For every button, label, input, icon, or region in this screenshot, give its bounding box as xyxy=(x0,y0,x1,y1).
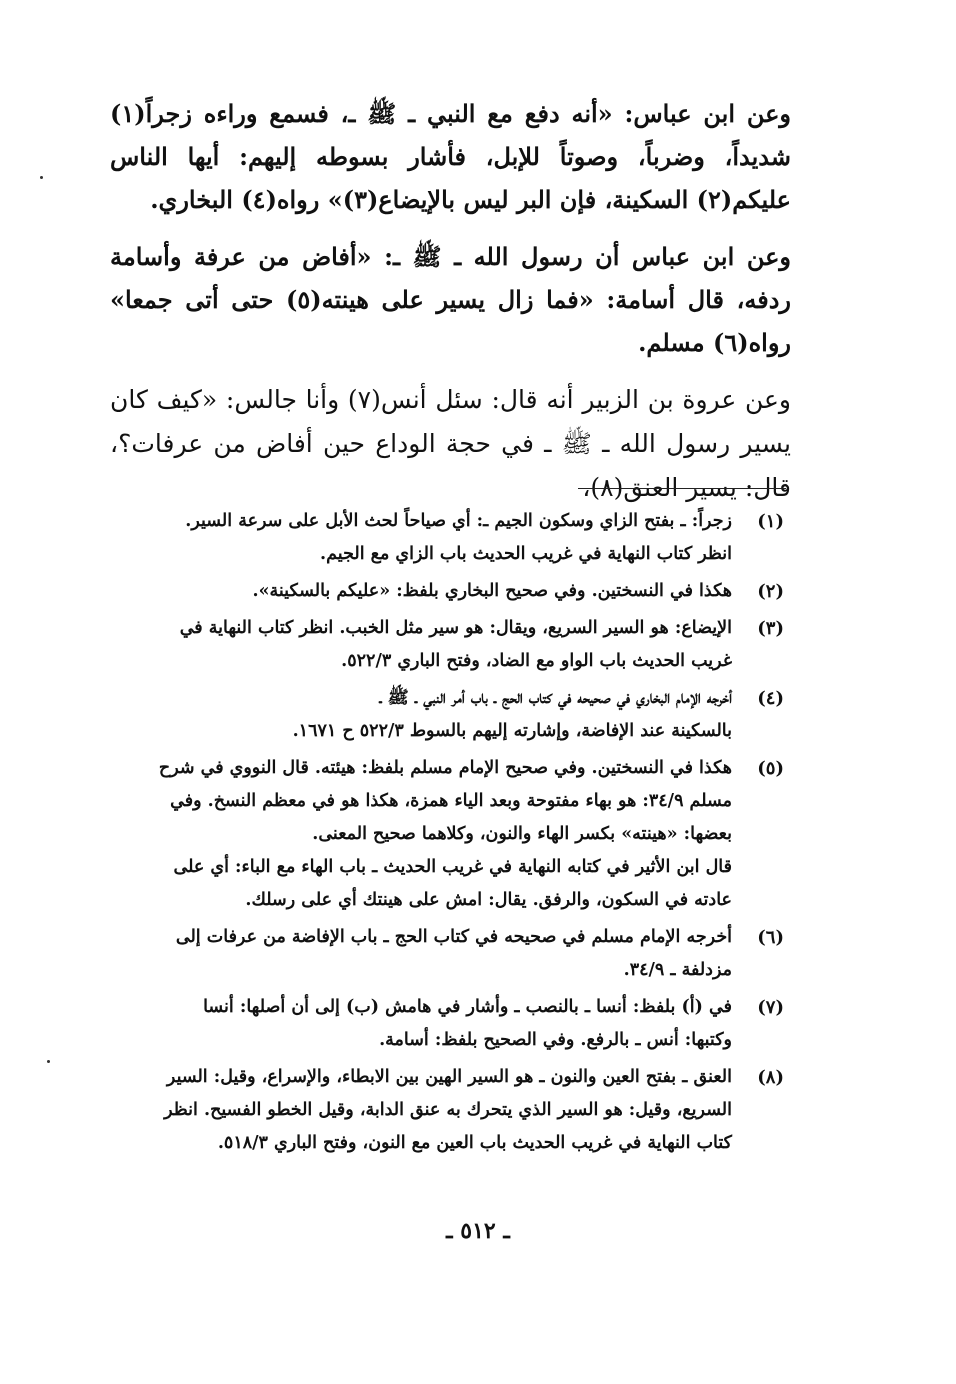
paragraph-1: وعن ابن عباس: «أنه دفع مع النبي ـ ﷺ ـ، فسمع وراءه زجراً(١) شديداً، وضرباً، وصوتاً للإبل، فأشار بسوطه إليهم: أيها الناس عليكم(٢) السكينة، فإن البر ليس بالإيضاع(٣)» رواه(٤) البخاري. xyxy=(110,99,791,214)
footnote-line: بالسكينة عند الإفاضة، وإشارته إليهم بالسوط ٥٢٢/٣ ح ١٦٧١. xyxy=(292,721,732,741)
footnote-text xyxy=(110,505,732,571)
footnotes xyxy=(110,505,786,1164)
footnote-4 xyxy=(110,682,786,748)
footnote-2 xyxy=(110,575,786,608)
footnote-line: العنق ـ بفتح العين والنون ـ هو السير الهين بين الابطاء، والإسراع، وقيل: السير xyxy=(166,1067,732,1087)
footnote-separator xyxy=(578,488,786,489)
footnote-number: (٣) xyxy=(757,618,784,639)
paragraph-2: وعن ابن عباس أن رسول الله ـ ﷺ ـ: «أفاض من عرفة وأسامة ردفه، قال أسامة: «فما زال يسير على هينته(٥) حتى أتى جمعا» رواه(٦) مسلم. xyxy=(110,242,791,357)
footnote-7 xyxy=(110,991,786,1057)
footnote-text xyxy=(110,752,732,917)
footnote-5 xyxy=(110,752,786,917)
footnote-line: أخرجه الإمام مسلم في صحيحه في كتاب الحج ـ باب الإفاضة من عرفات إلى xyxy=(175,927,732,947)
footnote-6 xyxy=(110,921,786,987)
footnote-line: مزدلفة ـ ٣٤/٩. xyxy=(623,960,732,980)
footnote-line: هكذا في النسختين. وفي صحيح البخاري بلفظ: «عليكم بالسكينة». xyxy=(252,581,732,601)
footnote-text xyxy=(110,991,732,1057)
page-number: ـ ٥١٢ ـ xyxy=(446,1218,510,1244)
footnote-text xyxy=(110,921,732,987)
footnote-line: هكذا في النسختين. وفي صحيح الإمام مسلم بلفظ: هيئته. قال النووي في شرح xyxy=(158,758,732,778)
footnote-line: بعضها: «هينته» بكسر الهاء والنون، وكلاهما صحيح المعنى. xyxy=(312,824,732,844)
footnote-line: وكتبها: أنس ـ بالرفع. وفي الصحيح بلفظ: أسامة. xyxy=(379,1030,732,1050)
footnote-number: (١) xyxy=(757,511,784,532)
footnote-text xyxy=(110,1061,732,1160)
footnote-line: السريع، وقيل: هو السير الذي يتحرك به عنق الدابة، وقيل الخطو الفسيح. انظر xyxy=(164,1100,732,1120)
footnote-number: (٦) xyxy=(757,927,784,948)
footnote-line: أخرجه الإمام البخاري في صحيحه في كتاب الحج ـ باب أمر النبي ـ ﷺ ـ xyxy=(379,688,732,708)
main-text xyxy=(110,92,791,524)
footnote-line: انظر كتاب النهاية في غريب الحديث باب الزاي مع الجيم. xyxy=(320,544,732,564)
footnote-line: عادته في السكون، والرفق. يقال: امش على هينتك أي على رسلك. xyxy=(245,890,732,910)
footnote-line: كتاب النهاية في غريب الحديث باب العين مع النون، وفتح الباري ٥١٨/٣. xyxy=(217,1133,732,1153)
footnote-number: (٥) xyxy=(757,758,784,779)
footnote-3 xyxy=(110,612,786,678)
footnote-8 xyxy=(110,1061,786,1160)
footnote-1 xyxy=(110,505,786,571)
footnote-number: (٢) xyxy=(757,581,784,602)
footnote-line: الإيضاع: هو السير السريع، ويقال: هو سير مثل الخبب. انظر كتاب النهاية في xyxy=(179,618,732,638)
footnote-line: غريب الحديث باب الواو مع الضاد، وفتح الباري ٥٢٢/٣. xyxy=(341,651,732,671)
footnote-number: (٨) xyxy=(757,1067,784,1088)
footnote-number: (٤) xyxy=(757,688,784,709)
footnote-text xyxy=(110,612,732,678)
footnote-line: زجراً: ـ بفتح الزاي وسكون الجيم ـ: أي صياحاً لحث الأبل على سرعة السير. xyxy=(185,511,732,531)
footnote-text xyxy=(110,575,732,608)
scan-speck xyxy=(47,1060,50,1063)
footnote-line: مسلم ٣٤/٩: هو بهاء مفتوحة وبعد الياء همزة، هكذا هو في معظم النسخ. وفي xyxy=(170,791,732,811)
paragraph-3: وعن عروة بن الزبير أنه قال: سئل أنس(٧) وأنا جالس: «كيف كان يسير رسول الله ـ ﷺ ـ في حجة الوداع حين أفاض من عرفات؟، قال: يسير العنق(٨)، xyxy=(110,385,791,502)
footnote-line: قال ابن الأثير في كتابه النهاية في غريب الحديث ـ باب الهاء مع الباء: أي على xyxy=(173,857,732,877)
footnote-line: في (أ) بلفظ: أنسا ـ بالنصب ـ وأشار في هامش (ب) إلى أن أصلها: أنسا xyxy=(203,997,732,1017)
footnote-number: (٧) xyxy=(757,997,784,1018)
scan-speck xyxy=(40,176,43,179)
footnote-text xyxy=(110,682,732,748)
